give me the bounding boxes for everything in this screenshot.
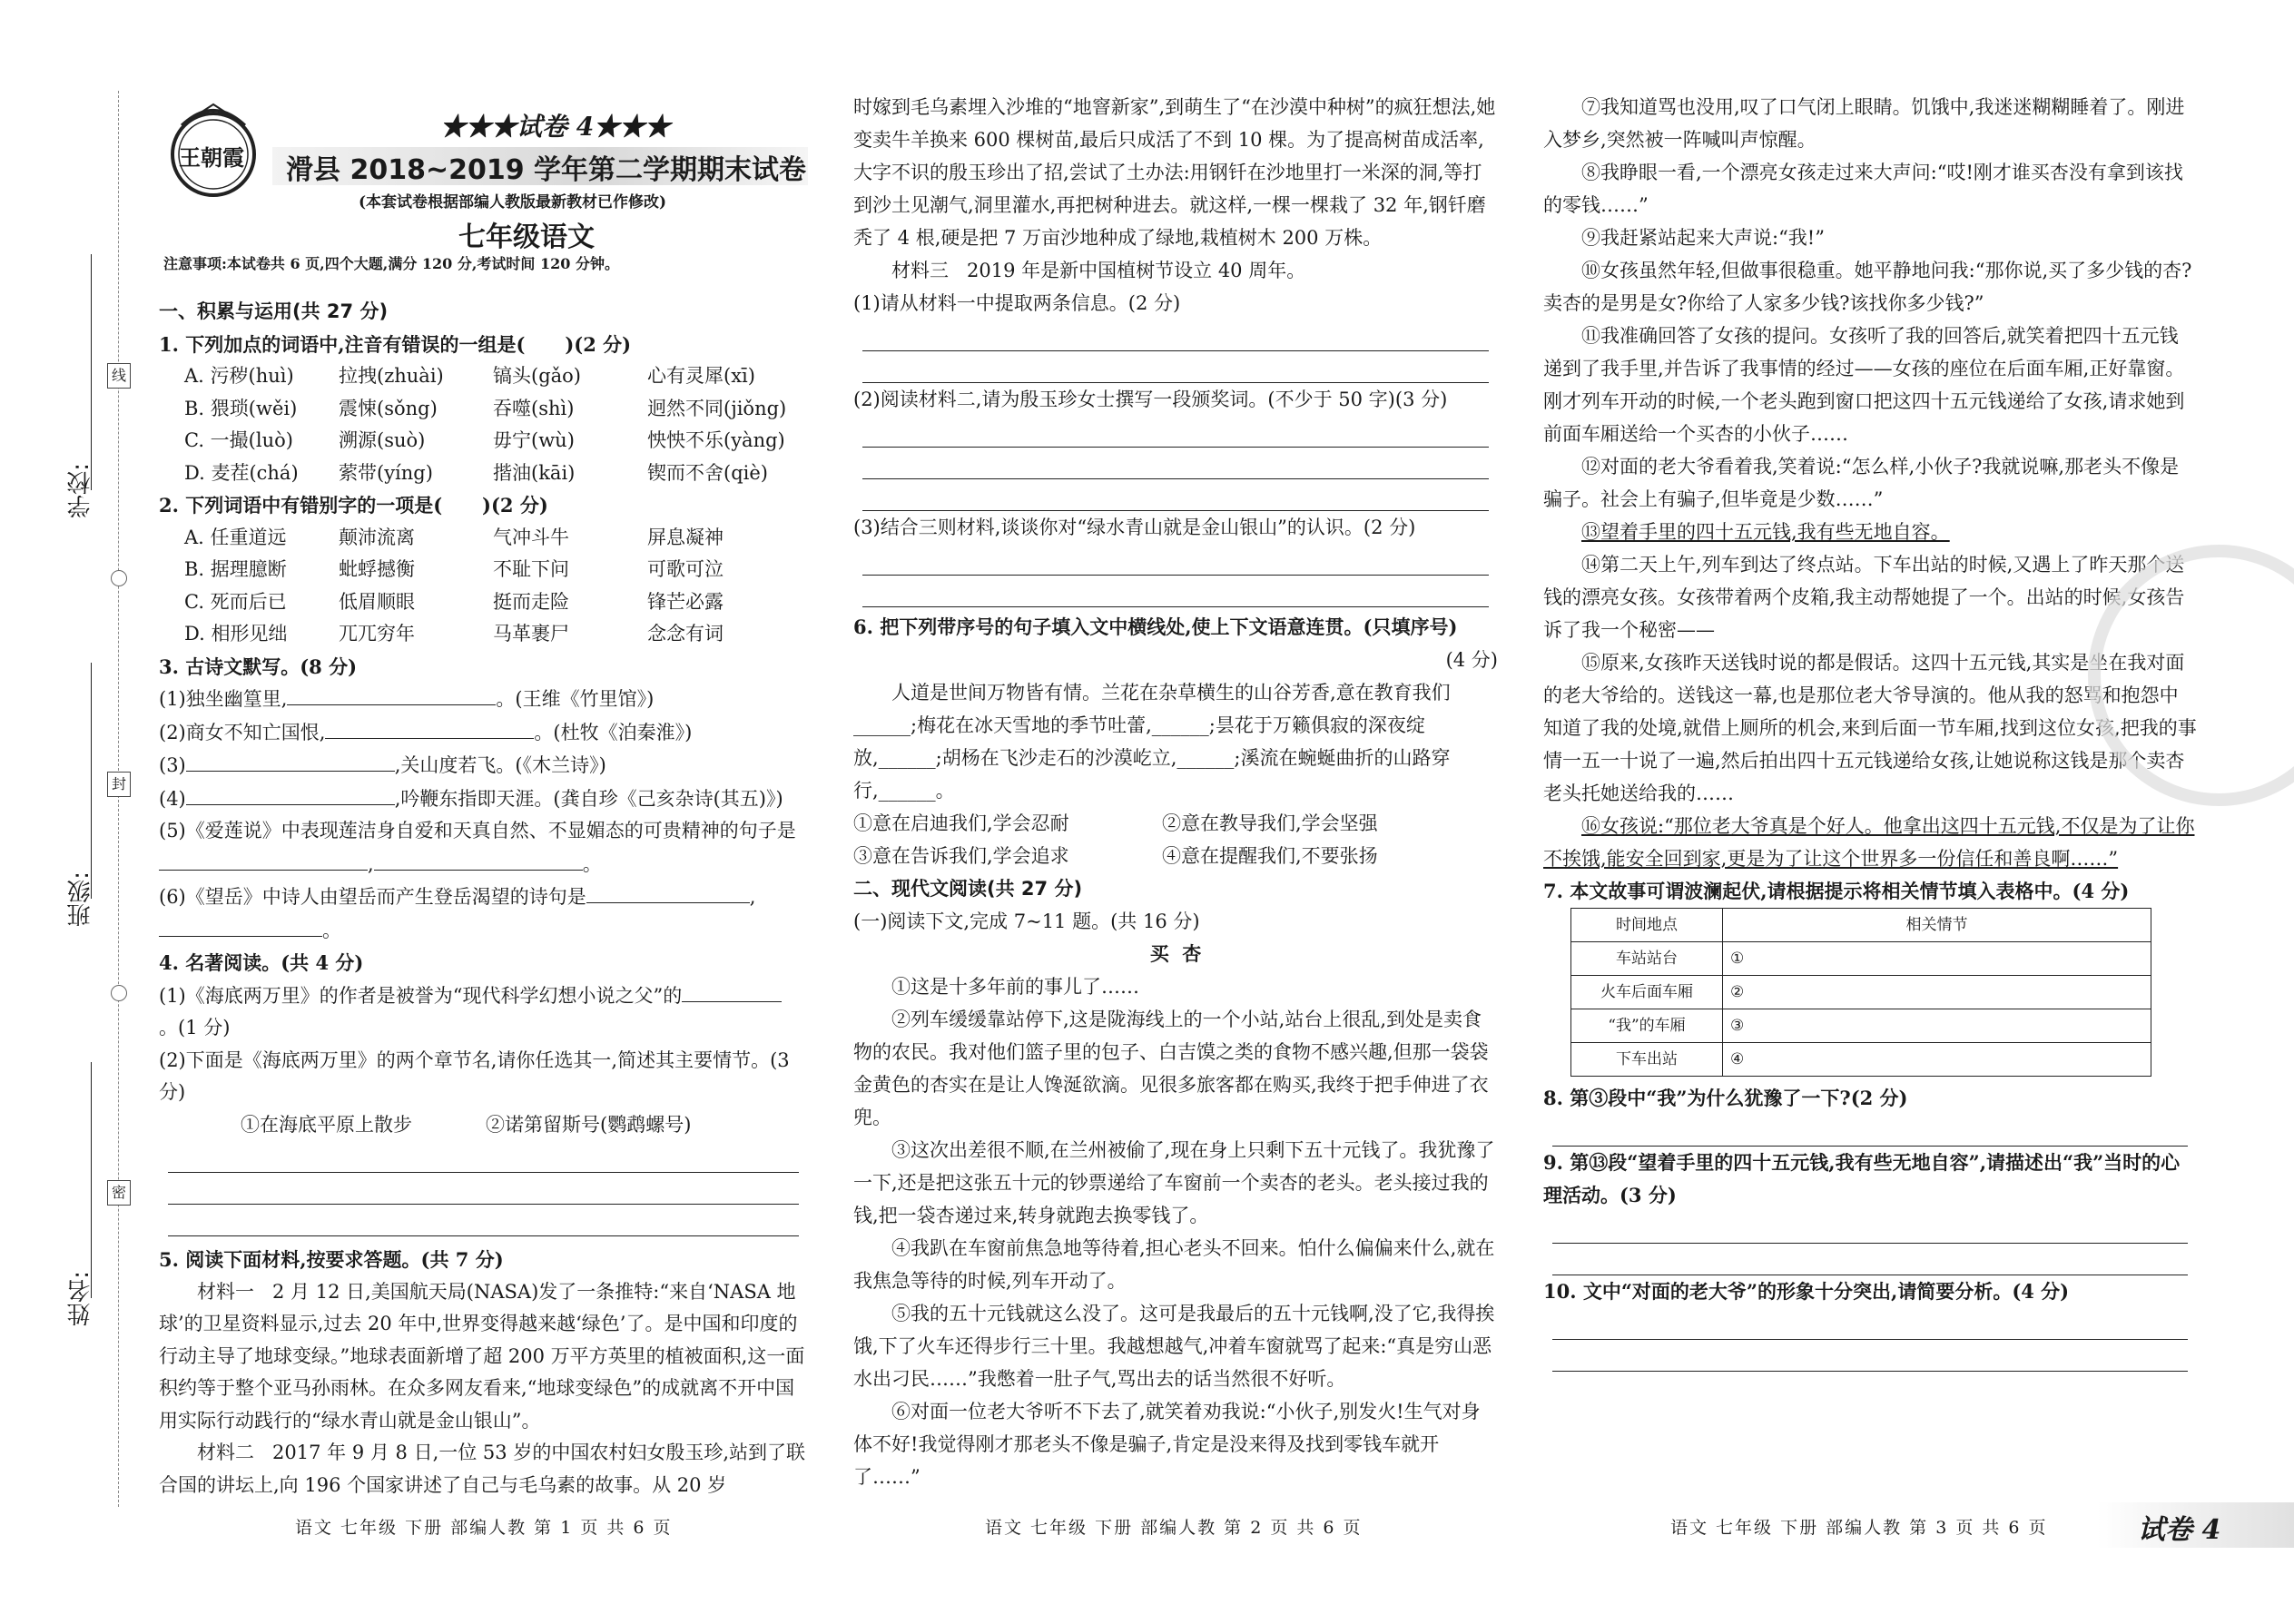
option: 震悚(sǒng): [339, 397, 438, 419]
question-8: 8. 第③段中“我”为什么犹豫了一下?(2 分): [1543, 1087, 1908, 1109]
story-paragraph: ⑬望着手里的四十五元钱,我有些无地自容。: [1581, 521, 1950, 543]
answer-line[interactable]: [1552, 1115, 2188, 1147]
option: 吞噬(shì): [493, 397, 575, 419]
page-footer: 语文 七年级 下册 部编人教 第 2 页 共 6 页: [985, 1518, 1363, 1538]
binding-line: [118, 91, 119, 1507]
plot-table: [1570, 908, 2151, 1077]
material-2-continued: 时嫁到毛乌素埋入沙堆的“地窨新家”,到萌生了“在沙漠中种树”的疯狂想法,她变卖牛羊换来 600 棵树苗,最后只成活了不到 10 棵。为了提高树苗成活率,大字不识的殷玉珍出了招,尝试了土办法:用钢钎在沙地里打一米深的洞,等打到沙土见潮气,洞里灌水,再把树种进去。就这样,一棵一棵栽了 32 年,钢钎磨秃了 4 根,硬是把 7 万亩沙地种成了绿地,栽植树木 200 万株。: [853, 96, 1496, 249]
story-paragraph: ⑤我的五十元钱就这么没了。这可是我最后的五十元钱啊,没了它,我得挨饿,下了火车还得步行三十里。我越想越气,冲着车窗就骂了起来:“真是穷山恶水出刁民……”我憋着一肚子气,骂出去的话当然很不好听。: [853, 1303, 1495, 1390]
answer-line[interactable]: [1552, 1308, 2188, 1340]
corner-badge: 试卷 4: [2138, 1514, 2221, 1546]
question-3-item: (2)商女不知亡国恨, 。(杜牧《泊秦淮》): [159, 716, 808, 750]
story-title: 买 杏: [1149, 943, 1202, 965]
story-paragraph: ⑦我知道骂也没用,叹了口气闭上眼睛。饥饿中,我迷迷糊糊睡着了。刚进入梦乡,突然被一阵喊叫声惊醒。: [1543, 96, 2185, 151]
answer-line[interactable]: [862, 351, 1489, 383]
question-9: 9. 第⑬段“望着手里的四十五元钱,我有些无地自容”,请描述出“我”当时的心理活动。(3 分): [1543, 1151, 2181, 1206]
binding-hole: [111, 985, 127, 1001]
option: 蚍蜉撼衡: [339, 558, 415, 580]
table-cell: 车站站台: [1571, 942, 1723, 976]
question-4-choices: ①在海底平原上散步 ②诺第留斯号(鹦鹉螺号): [241, 1113, 692, 1136]
question-3-item: (5)《爱莲说》中表现莲洁身自爱和天真自然、不显媚态的可贵精神的句子是: [159, 820, 796, 842]
option: 怏怏不乐(yàng): [647, 429, 785, 451]
option: 溯源(suò): [339, 429, 426, 451]
answer-blank[interactable]: [325, 716, 534, 739]
option: 镐头(gǎo): [493, 365, 581, 387]
table-cell[interactable]: ④: [1723, 1043, 2151, 1077]
material-3: 材料三 2019 年是新中国植树节设立 40 周年。: [891, 260, 1306, 281]
story-paragraph: ①这是十多年前的事儿了……: [891, 976, 1139, 998]
option: 念念有词: [647, 623, 724, 645]
question-5: 5. 阅读下面材料,按要求答题。(共 7 分): [159, 1248, 504, 1271]
question-1-options: [159, 360, 808, 489]
question-1: 1. 下列加点的词语中,注音有错误的一组是( )(2 分): [159, 332, 632, 356]
story-paragraph: ⑨我赶紧站起来大声说:“我!”: [1581, 227, 1825, 249]
option: 挺而走险: [493, 590, 569, 613]
story-paragraph: ⑩女孩虽然年轻,但做事很稳重。她平静地问我:“那你说,买了多少钱的杏?卖杏的是男是女?你给了人家多少钱?该找你多少钱?”: [1543, 260, 2192, 314]
logo-text: 王朝霞: [179, 144, 244, 171]
question-6: 6. 把下列带序号的句子填入文中横线处,使上下文语意连贯。(只填序号): [853, 615, 1458, 638]
option: C. 一撮(luò): [184, 429, 293, 451]
option: 心有灵犀(xī): [647, 365, 755, 387]
story-paragraph: ④我趴在车窗前焦急地等待着,担心老头不回来。怕什么偏偏来什么,就在我焦急等待的时候,列车开动了。: [853, 1237, 1495, 1292]
option: 锲而不舍(qiè): [647, 461, 768, 484]
option: 迥然不同(jiǒng): [647, 397, 787, 419]
answer-blank[interactable]: [682, 979, 782, 1002]
table-row: [1571, 1009, 2151, 1043]
name-label: 姓名:: [67, 1271, 94, 1326]
option: 颠沛流离: [339, 526, 415, 548]
material-2: 材料二 2017 年 9 月 8 日,一位 53 岁的中国农村妇女殷玉珍,站到了联合国的讲坛上,向 196 个国家讲述了自己与毛乌素的故事。从 20 岁: [159, 1442, 805, 1496]
reading-intro: (一)阅读下文,完成 7~11 题。(共 16 分): [853, 910, 1200, 932]
class-label: 班级:: [67, 871, 94, 927]
option: 揩油(kāi): [493, 461, 576, 484]
option: 不耻下问: [493, 558, 569, 580]
exam-subtitle: (本套试卷根据部编人教版最新教材已作修改): [359, 193, 667, 212]
option: D. 麦茬(chá): [184, 461, 299, 484]
answer-line[interactable]: [1552, 1244, 2188, 1275]
column-1: [159, 296, 808, 1501]
class-line: [91, 663, 92, 899]
answer-line[interactable]: [168, 1173, 799, 1205]
answer-line[interactable]: [862, 448, 1489, 479]
table-cell: 下车出站: [1571, 1043, 1723, 1077]
seal-char-line: 线: [107, 363, 131, 389]
answer-blank[interactable]: [186, 749, 395, 772]
question-5-sub-3: (3)结合三则材料,谈谈你对“绿水青山就是金山银山”的认识。(2 分): [853, 517, 1416, 538]
page-footer: 语文 七年级 下册 部编人教 第 1 页 共 6 页: [295, 1518, 673, 1538]
column-2: [853, 91, 1498, 1493]
question-6-score: (4 分): [1445, 649, 1498, 671]
question-3-item: (4) ,吟鞭东指即天涯。(龚自珍《己亥杂诗(其五)》): [159, 782, 808, 816]
option: 兀兀穷年: [339, 623, 415, 645]
exam-notes: 注意事项:本试卷共 6 页,四个大题,满分 120 分,考试时间 120 分钟。: [163, 255, 619, 272]
table-row: [1571, 976, 2151, 1009]
question-3-item: (1)独坐幽篁里, 。(王维《竹里馆》): [159, 683, 808, 716]
story-paragraph: ⑥对面一位老大爷听不下去了,就笑着劝我说:“小伙子,别发火!生气对身体不好!我觉得刚才那老头不像是骗子,肯定是没来得及找到零钱车就开了……”: [853, 1401, 1481, 1488]
table-cell[interactable]: ①: [1723, 942, 2151, 976]
option: B. 猥琐(wěi): [184, 397, 298, 419]
option: 屏息凝神: [647, 526, 724, 548]
answer-line[interactable]: [168, 1205, 799, 1236]
answer-line[interactable]: [168, 1141, 799, 1173]
table-cell[interactable]: ②: [1723, 976, 2151, 1009]
story-paragraph: ⑮原来,女孩昨天送钱时说的都是假话。这四十五元钱,其实是坐在我对面的老大爷给的。送钱这一幕,也是那位老大爷导演的。他从我的怒骂和抱怨中知道了我的处境,就借上厕所的机会,来到后面一节车厢,找到这位女孩,把我的事情一五一十说了一遍,然后拍出四十五元钱递给女孩,让她说称这钱是那个卖杏老头托她送给我的……: [1543, 652, 2197, 804]
question-2: 2. 下列词语中有错别字的一项是( )(2 分): [159, 494, 548, 517]
option: 萦带(yíng): [339, 461, 433, 484]
question-3: 3. 古诗文默写。(8 分): [159, 655, 358, 678]
school-line: [91, 254, 92, 490]
option: B. 据理臆断: [184, 558, 287, 580]
question-7: 7. 本文故事可谓波澜起伏,请根据提示将相关情节填入表格中。(4 分): [1543, 880, 2130, 902]
subject-title: 七年级语文: [458, 221, 595, 253]
option: 马革裹尸: [493, 623, 569, 645]
option: D. 相形见绌: [184, 623, 288, 645]
question-3-item-blanks: , 。: [159, 848, 808, 881]
question-6-text: 人道是世间万物皆有情。兰花在杂草横生的山谷芳香,意在教育我们______;梅花在冰天雪地的季节吐蕾,______;昙花于万籁俱寂的深夜绽放,______;胡杨在飞沙走石的沙漠屹立,______;溪流在蜿蜒曲折的山路穿行,______。: [853, 682, 1451, 802]
question-4-item: (1)《海底两万里》的作者是被誉为“现代科学幻想小说之父”的: [159, 979, 808, 1013]
section-heading: 一、积累与运用(共 27 分): [159, 300, 389, 322]
answer-line[interactable]: [862, 576, 1489, 607]
question-6-options: ③意在告诉我们,学会追求 ④意在提醒我们,不要张扬: [853, 845, 1378, 867]
logo: [159, 100, 268, 200]
answer-blank[interactable]: [159, 914, 322, 937]
option: 毋宁(wù): [493, 429, 575, 451]
story-paragraph: ⑯女孩说:“那位老大爷真是个好人。他拿出这四十五元钱,不仅是为了让你不挨饿,能安全回到家,更是为了让这个世界多一份信任和善良啊……”: [1543, 815, 2195, 870]
table-cell[interactable]: ③: [1723, 1009, 2151, 1043]
table-header: 相关情节: [1723, 909, 2151, 942]
option: 拉拽(zhuài): [339, 365, 444, 387]
table-cell: “我”的车厢: [1571, 1009, 1723, 1043]
question-5-sub-1: (1)请从材料一中提取两条信息。(2 分): [853, 292, 1181, 314]
option: C. 死而后已: [184, 590, 287, 613]
page-footer: 语文 七年级 下册 部编人教 第 3 页 共 6 页: [1670, 1518, 2048, 1538]
story-paragraph: ⑭第二天上午,列车到达了终点站。下车出站的时候,又遇上了昨天那个送钱的漂亮女孩。女孩带着两个皮箱,我主动帮她提了一个。出站的时候,女孩告诉了我一个秘密——: [1543, 554, 2185, 641]
question-3-item-blanks: 。: [159, 914, 808, 948]
binding-hole: [111, 570, 127, 586]
table-cell: 火车后面车厢: [1571, 976, 1723, 1009]
answer-line[interactable]: [1552, 1212, 2188, 1244]
option: 低眉顺眼: [339, 590, 415, 613]
seal-char-seal: 封: [107, 772, 131, 797]
question-10: 10. 文中“对面的老大爷”的形象十分突出,请简要分析。(4 分): [1543, 1280, 2070, 1303]
section-heading: 二、现代文阅读(共 27 分): [853, 878, 1083, 900]
option: 可歌可泣: [647, 558, 724, 580]
option: 气冲斗牛: [493, 526, 569, 548]
answer-blank[interactable]: [186, 782, 395, 805]
column-3: [1543, 91, 2197, 1372]
answer-blank[interactable]: [287, 683, 496, 705]
question-4-item: 。(1 分): [159, 1017, 231, 1038]
option: 锋芒必露: [647, 590, 724, 613]
question-4-item: (2)下面是《海底两万里》的两个章节名,请你任选其一,简述其主要情节。(3 分): [159, 1048, 796, 1103]
exam-title: 滑县 2018~2019 学年第二学期期末试卷: [286, 154, 807, 186]
question-6-options: ①意在启迪我们,学会忍耐 ②意在教导我们,学会坚强: [853, 812, 1378, 834]
question-4: 4. 名著阅读。(共 4 分): [159, 951, 364, 974]
name-line: [91, 1062, 92, 1298]
series-label: ★★★试卷 4★★★: [440, 112, 671, 142]
question-5-sub-2: (2)阅读材料二,请为殷玉珍女士撰写一段颁奖词。(不少于 50 字)(3 分): [853, 389, 1448, 410]
answer-blank[interactable]: [159, 848, 368, 871]
story-paragraph: ②列车缓缓靠站停下,这是陇海线上的一个小站,站台上很乱,到处是卖食物的农民。我对他们篮子里的包子、白吉馍之类的食物不感兴趣,但那一袋袋金黄色的杏实在是让人馋涎欲滴。见很多旅客都在购买,我终于把手伸进了衣兜。: [853, 1009, 1489, 1128]
school-label: 学校:: [67, 463, 94, 518]
answer-line[interactable]: [862, 416, 1489, 448]
question-2-options: [159, 522, 808, 651]
table-row: [1571, 942, 2151, 976]
answer-line[interactable]: [862, 479, 1489, 511]
story-paragraph: ⑫对面的老大爷看着我,笑着说:“怎么样,小伙子?我就说嘛,那老头不像是骗子。社会上有骗子,但毕竟是少数……”: [1543, 456, 2180, 510]
story-paragraph: ③这次出差很不顺,在兰州被偷了,现在身上只剩下五十元钱了。我犹豫了一下,还是把这张五十元的钞票递给了车窗前一个卖杏的老头。老头接过我的钱,把一袋杏递过来,转身就跑去换零钱了。: [853, 1139, 1495, 1226]
question-3-item: (6)《望岳》中诗人由望岳而产生登岳渴望的诗句是 ,: [159, 881, 808, 914]
material-1: 材料一 2 月 12 日,美国航天局(NASA)发了一条推特:“来自‘NASA 地球’的卫星资料显示,过去 20 年中,世界变得越来越‘绿色’了。是中国和印度的行动主导了地球变绿。”地球表面新增了超 200 万平方英里的植被面积,这一面积约等于整个亚马孙雨林。在众多网友看来,“地球变绿色”的成就离不开中国用实际行动践行的“绿水青山就是金山银山”。: [159, 1280, 805, 1432]
table-header: 时间地点: [1571, 909, 1723, 942]
answer-line[interactable]: [1552, 1340, 2188, 1372]
option: A. 污秽(huì): [184, 365, 294, 387]
answer-line[interactable]: [862, 544, 1489, 576]
story-paragraph: ⑪我准确回答了女孩的提问。女孩听了我的回答后,就笑着把四十五元钱递到了我手里,并告诉了我事情的经过——女孩的座位在后面车厢,正好靠窗。刚才列车开动的时候,一个老头跑到窗口把这四十五元钱递给了女孩,请求她到前面车厢送给一个买杏的小伙子……: [1543, 325, 2185, 445]
answer-blank[interactable]: [586, 881, 750, 903]
answer-line[interactable]: [862, 320, 1489, 351]
option: A. 任重道远: [184, 526, 287, 548]
table-row: [1571, 1043, 2151, 1077]
story-paragraph: ⑧我睁眼一看,一个漂亮女孩走过来大声问:“哎!刚才谁买杏没有拿到该找的零钱……”: [1543, 162, 2183, 216]
answer-blank[interactable]: [374, 848, 583, 871]
question-3-item: (3) ,关山度若飞。(《木兰诗》): [159, 749, 808, 782]
seal-char-secret: 密: [107, 1180, 131, 1206]
